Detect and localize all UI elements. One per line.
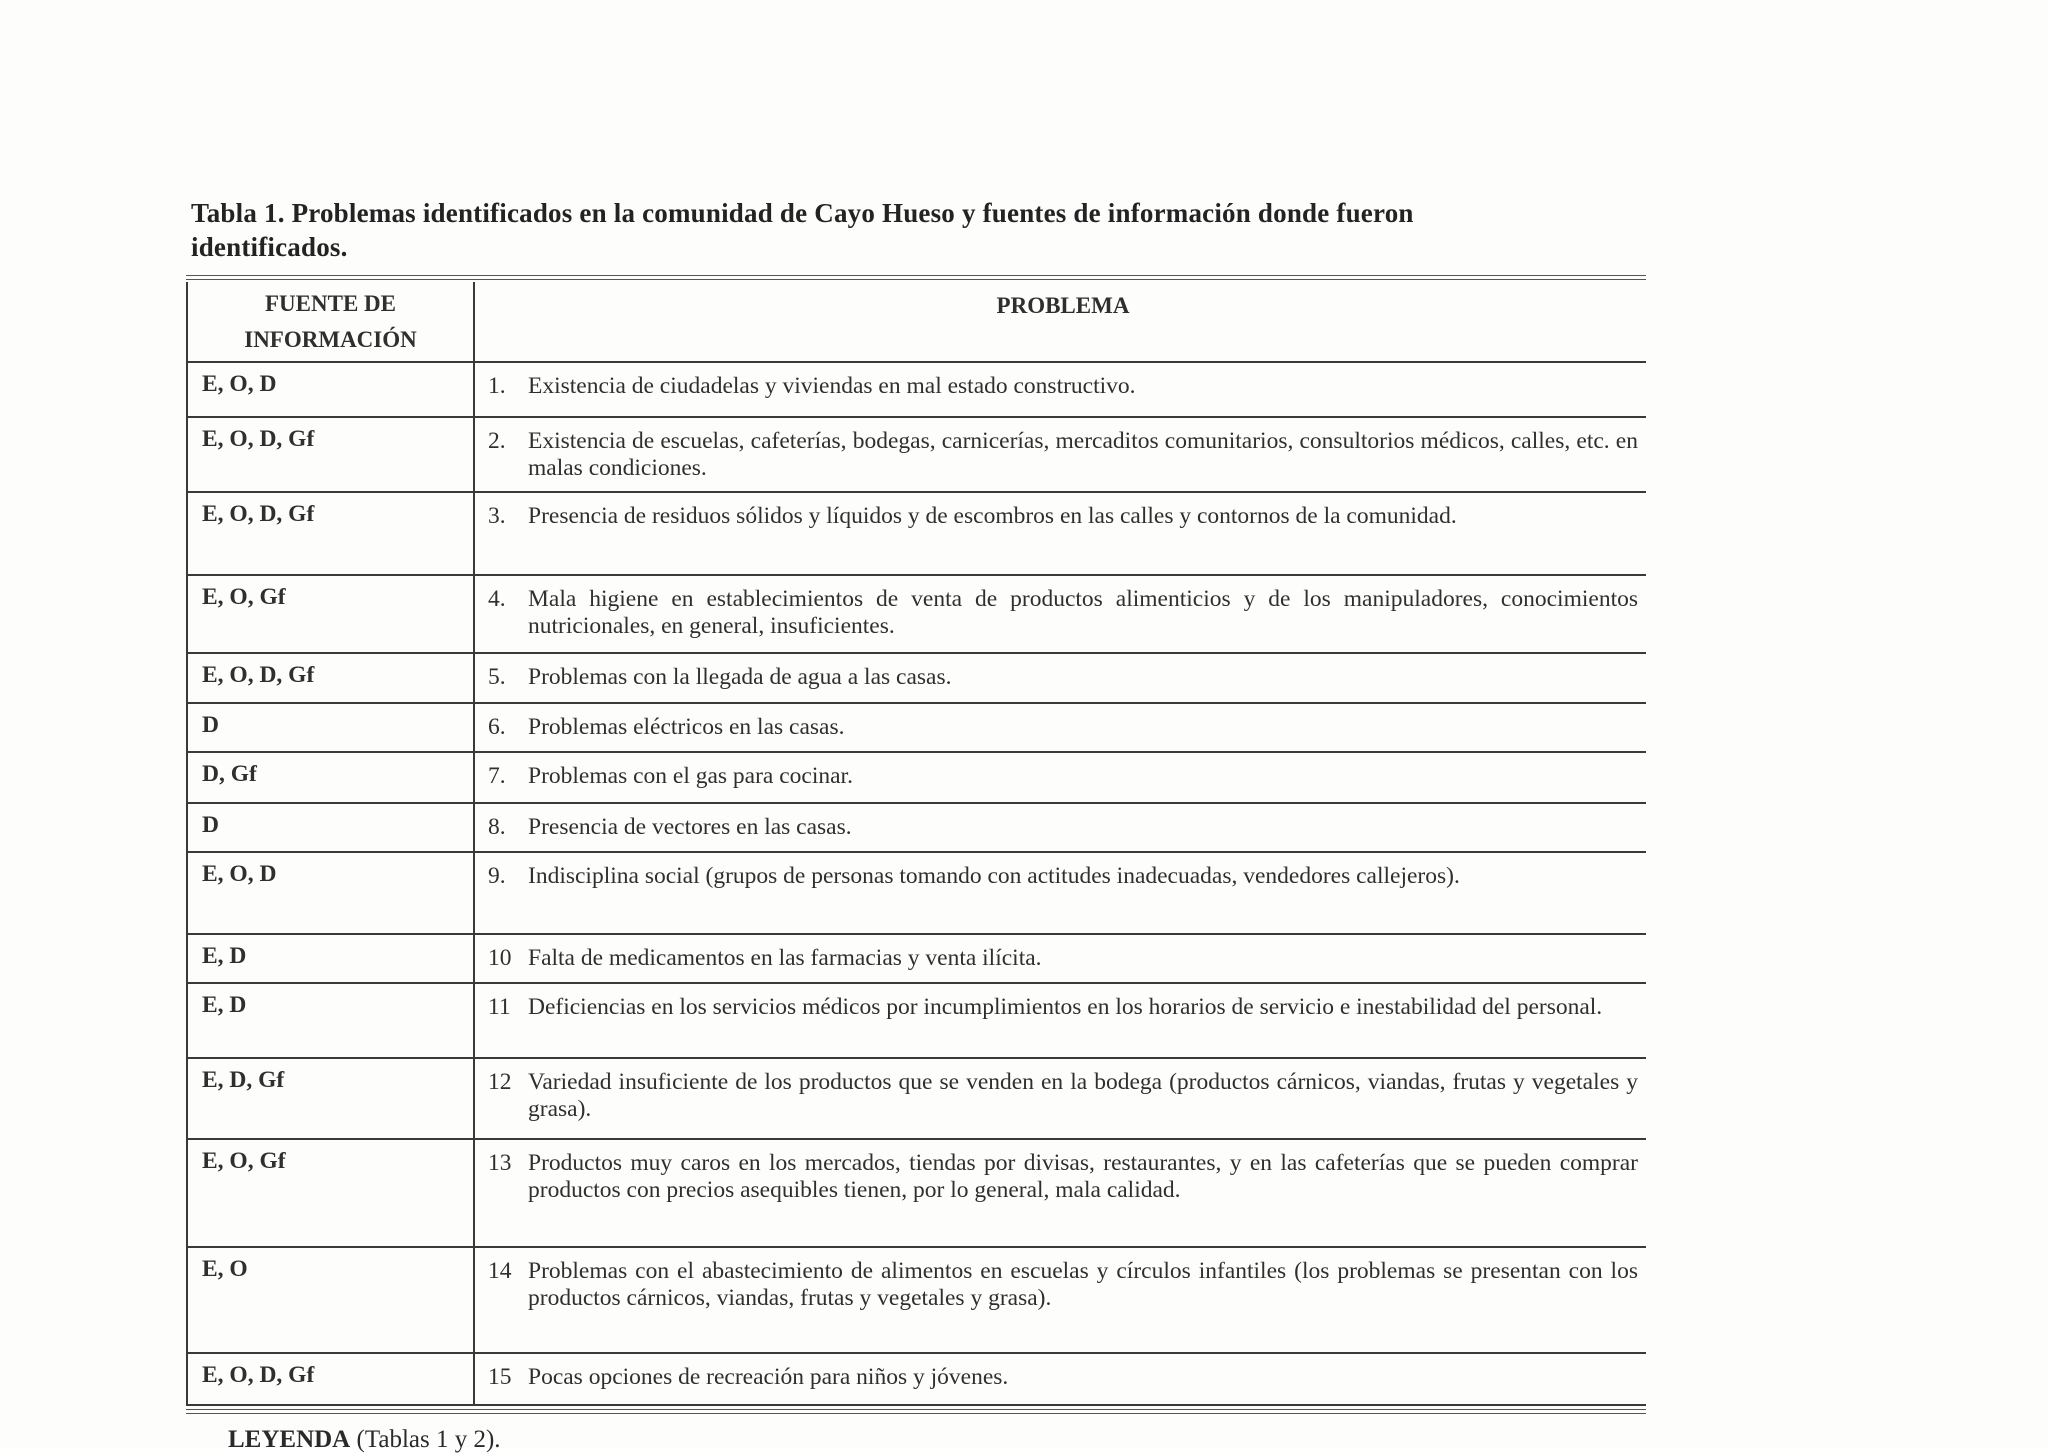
table-row <box>187 803 1646 852</box>
source-cell: E, O, D, Gf <box>187 653 474 703</box>
problem-content <box>488 373 1638 400</box>
problem-text: Problemas con la llegada de agua a las casas. <box>528 664 952 690</box>
source-cell: E, D <box>187 983 474 1058</box>
source-cell: E, O, D, Gf <box>187 1353 474 1405</box>
source-cell: E, O, D, Gf <box>187 492 474 575</box>
problem-content <box>488 1258 1638 1312</box>
source-cell: D <box>187 803 474 852</box>
problem-number: 13 <box>488 1150 512 1176</box>
problem-text: Presencia de residuos sólidos y líquidos y de escombros en las calles y contornos de la comunidad. <box>528 503 1457 529</box>
problem-number: 6. <box>488 714 506 740</box>
problem-content <box>488 586 1638 640</box>
problem-number: 2. <box>488 428 506 454</box>
problem-number: 10 <box>488 945 512 971</box>
source-cell: E, O, Gf <box>187 575 474 653</box>
problem-content <box>488 1069 1638 1123</box>
problem-text: Problemas con el gas para cocinar. <box>528 763 853 789</box>
table-row <box>187 934 1646 983</box>
problem-cell <box>474 492 1646 575</box>
table-row <box>187 852 1646 934</box>
problem-cell <box>474 1139 1646 1247</box>
source-cell: D <box>187 703 474 752</box>
source-cell: E, O, D <box>187 362 474 417</box>
problem-number: 5. <box>488 664 506 690</box>
legend-label: LEYENDA <box>228 1426 351 1453</box>
problem-cell <box>474 1247 1646 1353</box>
table-body <box>187 362 1646 1405</box>
problem-content <box>488 1364 1638 1391</box>
problem-content <box>488 863 1638 890</box>
problem-cell <box>474 703 1646 752</box>
table-row <box>187 1247 1646 1353</box>
problem-text: Existencia de ciudadelas y viviendas en mal estado constructivo. <box>528 373 1136 399</box>
problem-number: 4. <box>488 586 506 612</box>
problem-content <box>488 428 1638 482</box>
problem-text: Indisciplina social (grupos de personas tomando con actitudes inadecuadas, vendedores callejeros). <box>528 863 1460 889</box>
table-title: Tabla 1. Problemas identificados en la comunidad de Cayo Hueso y fuentes de información donde fueron identificados. <box>191 198 1414 262</box>
table-row <box>187 1058 1646 1139</box>
legend <box>228 1426 501 1454</box>
problem-content <box>488 664 1638 691</box>
problem-cell <box>474 983 1646 1058</box>
problem-number: 9. <box>488 863 506 889</box>
problem-cell <box>474 934 1646 983</box>
problem-cell <box>474 803 1646 852</box>
problem-text: Existencia de escuelas, cafeterías, bodegas, carnicerías, mercaditos comunitarios, consultorios médicos, calles, etc. en malas condiciones. <box>528 428 1638 481</box>
table-row <box>187 1353 1646 1405</box>
source-cell: E, O, Gf <box>187 1139 474 1247</box>
problem-content <box>488 1150 1638 1204</box>
problem-text: Productos muy caros en los mercados, tiendas por divisas, restaurantes, y en las cafeterías que se pueden comprar productos con precios asequibles tienen, por lo general, mala calidad. <box>528 1150 1638 1203</box>
source-cell: E, O, D <box>187 852 474 934</box>
source-cell: E, O, D, Gf <box>187 417 474 492</box>
problem-number: 8. <box>488 814 506 840</box>
source-cell: D, Gf <box>187 752 474 803</box>
table-bottom-rule <box>186 1409 1646 1414</box>
problem-cell <box>474 417 1646 492</box>
problem-cell <box>474 575 1646 653</box>
problem-text: Deficiencias en los servicios médicos por incumplimientos en los horarios de servicio e inestabilidad del personal. <box>528 994 1603 1020</box>
table-row <box>187 1139 1646 1247</box>
problem-text: Mala higiene en establecimientos de venta de productos alimenticios y de los manipuladores, conocimientos nutricionales, en general, insuficientes. <box>528 586 1638 639</box>
table-row <box>187 362 1646 417</box>
table-header-row <box>187 282 1646 362</box>
problem-number: 15 <box>488 1364 512 1390</box>
problem-number: 3. <box>488 503 506 529</box>
problem-text: Pocas opciones de recreación para niños y jóvenes. <box>528 1364 1009 1390</box>
problem-text: Problemas eléctricos en las casas. <box>528 714 845 740</box>
problem-number: 11 <box>488 994 511 1020</box>
header-source: FUENTE DE INFORMACIÓN <box>187 282 474 362</box>
table-row <box>187 752 1646 803</box>
table-row <box>187 575 1646 653</box>
source-cell: E, O <box>187 1247 474 1353</box>
problem-number: 12 <box>488 1069 512 1095</box>
problem-content <box>488 994 1638 1021</box>
table-row <box>187 492 1646 575</box>
problem-number: 14 <box>488 1258 512 1284</box>
problem-cell <box>474 852 1646 934</box>
problem-number: 7. <box>488 763 506 789</box>
source-cell: E, D <box>187 934 474 983</box>
table-top-rule <box>186 275 1646 280</box>
problem-cell <box>474 653 1646 703</box>
problem-content <box>488 814 1638 841</box>
problem-text: Variedad insuficiente de los productos que se venden en la bodega (productos cárnicos, viandas, frutas y vegetales y grasa). <box>528 1069 1638 1122</box>
problem-number: 1. <box>488 373 506 399</box>
problem-cell <box>474 752 1646 803</box>
problem-cell <box>474 362 1646 417</box>
problem-cell <box>474 1353 1646 1405</box>
problem-text: Falta de medicamentos en las farmacias y venta ilícita. <box>528 945 1042 971</box>
problem-content <box>488 714 1638 741</box>
problem-text: Problemas con el abastecimiento de alimentos en escuelas y círculos infantiles (los problemas se presentan con los productos cárnicos, viandas, frutas y vegetales y grasa). <box>528 1258 1638 1311</box>
problem-content <box>488 945 1638 972</box>
table-row <box>187 653 1646 703</box>
problem-cell <box>474 1058 1646 1139</box>
problem-content <box>488 763 1638 790</box>
table-row <box>187 703 1646 752</box>
table-row <box>187 417 1646 492</box>
table-row <box>187 983 1646 1058</box>
problem-content <box>488 503 1638 530</box>
header-problem: PROBLEMA <box>474 282 1646 362</box>
source-cell: E, D, Gf <box>187 1058 474 1139</box>
problem-text: Presencia de vectores en las casas. <box>528 814 852 840</box>
problems-table <box>186 282 1646 1406</box>
legend-text: (Tablas 1 y 2). <box>356 1426 501 1453</box>
